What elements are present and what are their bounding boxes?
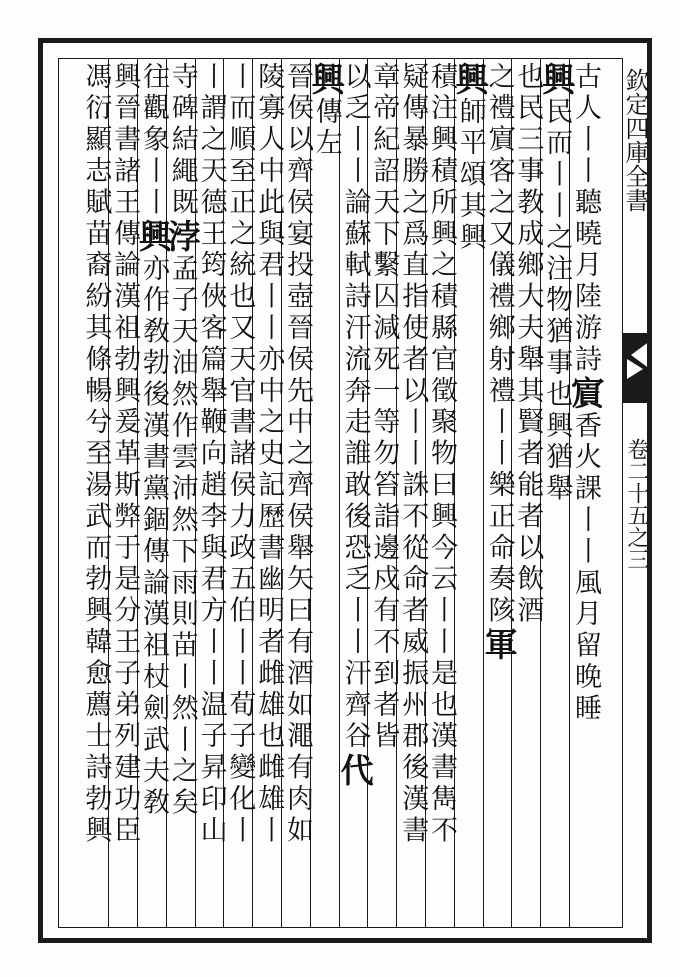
text-segment: 積注興積所興之積縣官徵聚物曰興今云丨丨是也漢書雋不 [426,62,457,847]
headword: 興 [306,62,346,97]
text-column [369,62,398,922]
text-segment: 香火課丨丨風月留晚睡 [570,411,601,725]
text-segment: 馮衍顯志賦苗裔紛其條暢兮至湯武而勃興韓愈薦士詩勃興 [80,62,112,847]
book-title: 欽定四庫全書 [621,68,649,212]
text-segment: 興晉書諸王傳論漢祖勃興爰革斯弊于是分王子弟列建功臣 [109,62,141,847]
text-column [306,62,346,922]
text-segment: 往觀象丨丨 [138,62,169,219]
headword: 興 [537,62,577,97]
headword: 代 [335,752,375,788]
text-segment: 丨而順至正之統也又天官書諸侯力政五伯丨丨荀子變化丨 [224,62,256,847]
text-segment: 晉侯以齊侯宴投壺晉侯先中之齊侯舉矢曰有酒如澠有肉如 [282,62,313,847]
text-column [335,62,375,922]
text-segment: 丨謂之天德王筠俠客篇舉鞭向趙李與君方丨丨温子昇印山 [195,62,227,847]
text-column [283,62,312,922]
text-segment: 師平頌其興 [454,97,486,254]
headword: 軍 [479,627,519,663]
text-segment: 也民三事教成鄉大夫舉其賢者能者以飲酒 [512,62,544,628]
page-header-column [623,58,650,928]
text-column [134,62,173,922]
text-segment: 孟子天油然作雲沛然下雨則苗丨然丨之矣 [166,254,198,820]
text-column [427,62,456,922]
text-segment: 傳左 [310,97,342,160]
text-column [450,62,490,922]
text-column [110,62,139,922]
text-column [479,62,519,922]
text-column [81,62,110,922]
text-column [398,62,427,922]
volume-label: 卷二十五之三 [624,438,649,570]
text-column [513,62,542,922]
headword: 興 [450,62,490,97]
text-column [254,62,283,922]
text-segment: 章帝紀詔天下繫囚減死一等勿笞詣邊戍有不到者皆 [368,62,400,753]
text-column [197,62,226,922]
fish-tail-ornament-icon [623,333,650,403]
text-segment: 古人丨丨聽曉月陸游詩 [570,62,601,376]
text-segment: 以乏丨丨論蘇軾詩汗流奔走誰敢後恐乏丨丨汗齊谷 [339,62,371,753]
text-column [225,62,254,922]
headword: 賔 [566,376,605,411]
text-column [566,62,605,922]
text-column [537,62,577,922]
text-segment: 民而丨丨之注物猶事也興猶舉 [541,97,573,506]
text-segment: 之禮賔客之又儀禮鄉射禮丨丨樂正命奏陔 [483,62,515,628]
text-column [162,62,202,922]
headword: 興 [134,219,173,254]
text-segment: 亦作敎勃後漢書黨錮傳論漢祖杖劍武夫敎 [138,254,169,820]
text-segment: 陵寡人中此與君丨丨亦中之史記歷書幽明者雌雄也雌雄丨 [253,62,285,847]
text-segment: 寺碑結繩既 [166,62,198,219]
headword: 浡 [162,219,202,254]
text-segment: 疑傳暴勝之爲直指使者以丨丨誅不從命者威振州郡後漢書 [397,62,429,847]
